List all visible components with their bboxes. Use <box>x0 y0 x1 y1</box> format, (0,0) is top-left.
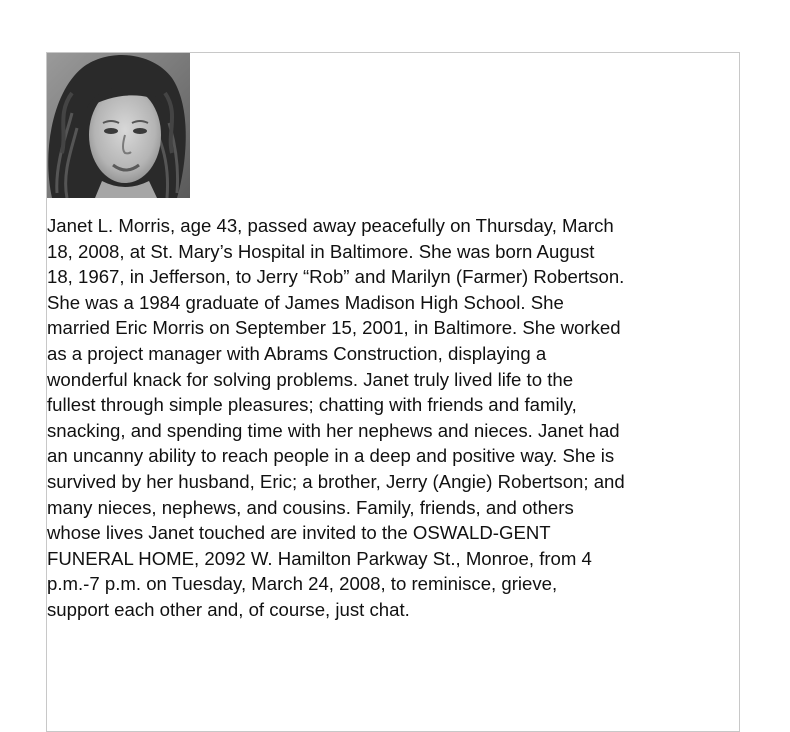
obituary-line: fullest through simple pleasures; chatting with friends and family, <box>47 394 577 416</box>
obituary-line: an uncanny ability to reach people in a deep and positive way. She is <box>47 445 615 467</box>
obituary-line: survived by her husband, Eric; a brother, Jerry (Angie) Robertson; and <box>47 470 625 492</box>
obituary-line: whose lives Janet touched are invited to the OSWALD-GENT <box>47 522 551 544</box>
obituary-line: many nieces, nephews, and cousins. Family, friends, and others <box>47 496 574 518</box>
obituary-line: 18, 1967, in Jefferson, to Jerry “Rob” and Marilyn (Farmer) Robertson. <box>47 266 625 288</box>
obituary-line: Janet L. Morris, age 43, passed away peacefully on Thursday, March <box>47 215 614 236</box>
obituary-line: p.m.-7 p.m. on Tuesday, March 24, 2008, to reminisce, grieve, <box>47 573 558 595</box>
obituary-text <box>47 213 747 623</box>
obituary-line: She was a 1984 graduate of James Madison High School. She <box>47 291 564 313</box>
obituary-line: FUNERAL HOME, 2092 W. Hamilton Parkway St., Monroe, from 4 <box>47 547 592 569</box>
portrait-photo-image <box>47 53 190 198</box>
obituary-line: snacking, and spending time with her nephews and nieces. Janet had <box>47 419 620 441</box>
obituary-line: 18, 2008, at St. Mary’s Hospital in Baltimore. She was born August <box>47 240 595 262</box>
obituary-line: support each other and, of course, just chat. <box>47 598 410 620</box>
obituary-line: married Eric Morris on September 15, 2001, in Baltimore. She worked <box>47 317 621 339</box>
obituary-line: as a project manager with Abrams Construction, displaying a <box>47 342 547 364</box>
portrait-photo <box>47 53 190 198</box>
obituary-line: wonderful knack for solving problems. Janet truly lived life to the <box>47 368 574 390</box>
